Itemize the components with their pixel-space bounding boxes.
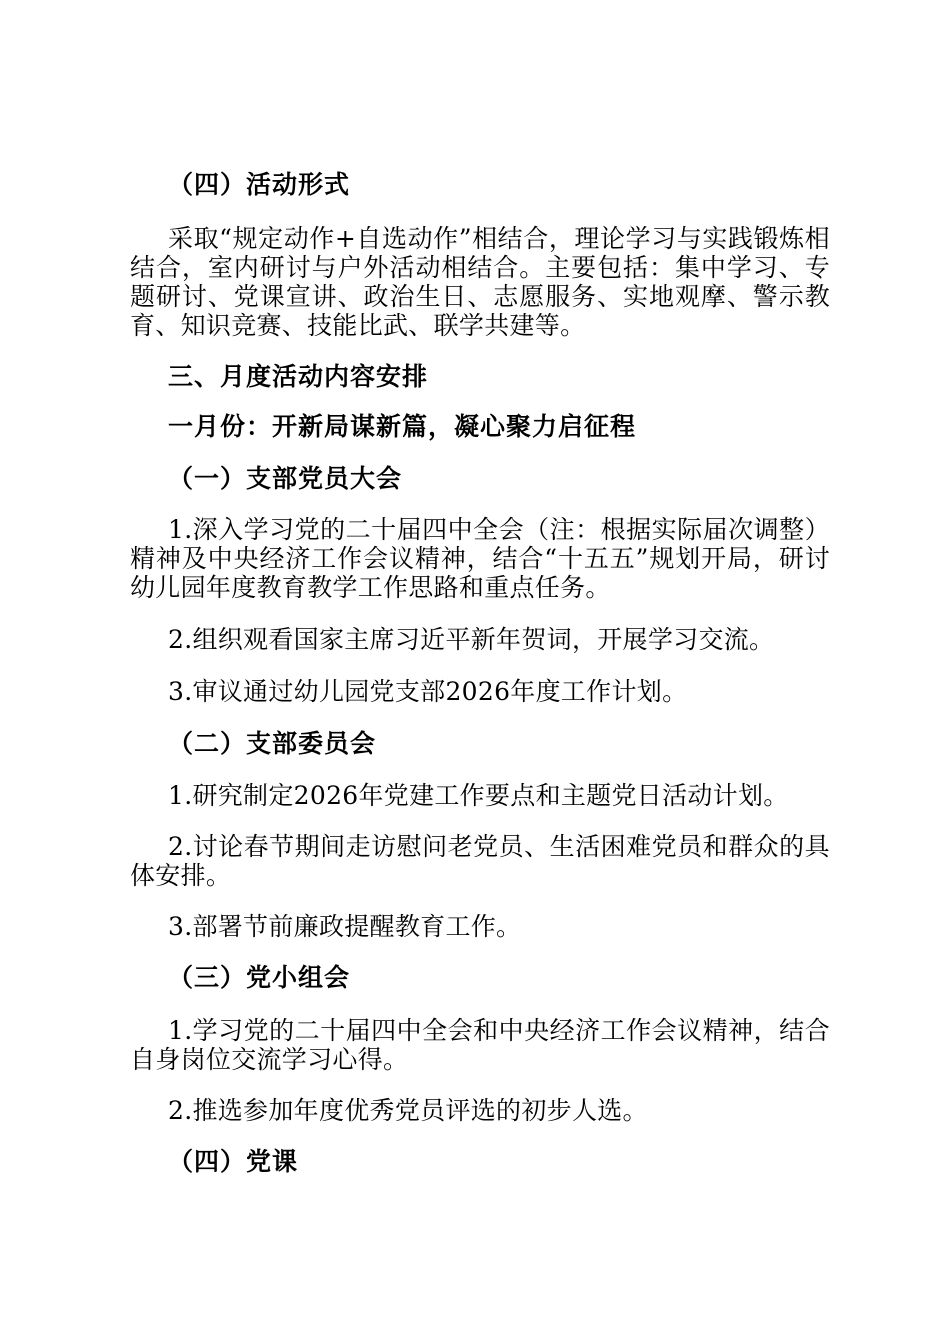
list-item-branch-committee-2: 2.讨论春节期间走访慰问老党员、生活困难党员和群众的具体安排。	[130, 832, 830, 890]
list-item-party-group-2: 2.推选参加年度优秀党员评选的初步人选。	[168, 1096, 648, 1125]
subsection-heading-party-member-meeting: （一）支部党员大会	[168, 464, 403, 493]
list-item-member-meeting-3: 3.审议通过幼儿园党支部2026年度工作计划。	[168, 677, 688, 706]
subsection-heading-party-lecture: （四）党课	[168, 1147, 299, 1176]
section-heading-activity-form: （四）活动形式	[168, 170, 351, 199]
list-item-branch-committee-1: 1.研究制定2026年党建工作要点和主题党日活动计划。	[168, 781, 789, 810]
list-item-member-meeting-2: 2.组织观看国家主席习近平新年贺词，开展学习交流。	[168, 625, 775, 654]
list-item-party-group-1: 1.学习党的二十届四中全会和中央经济工作会议精神，结合自身岗位交流学习心得。	[130, 1016, 830, 1074]
list-item-branch-committee-3: 3.部署节前廉政提醒教育工作。	[168, 912, 522, 941]
subsection-heading-branch-committee: （二）支部委员会	[168, 729, 377, 758]
month-heading-january: 一月份：开新局谋新篇，凝心聚力启征程	[168, 412, 637, 441]
part-heading-monthly-schedule: 三、月度活动内容安排	[168, 362, 429, 391]
subsection-heading-party-group-meeting: （三）党小组会	[168, 963, 351, 992]
paragraph-activity-form: 采取“规定动作+自选动作”相结合，理论学习与实践锻炼相结合，室内研讨与户外活动相结合。主要包括：集中学习、专题研讨、党课宣讲、政治生日、志愿服务、实地观摩、警示教育、知识竞赛、技能比武、联学共建等。	[130, 224, 830, 340]
list-item-member-meeting-1: 1.深入学习党的二十届四中全会（注：根据实际届次调整）精神及中央经济工作会议精神，结合“十五五”规划开局，研讨幼儿园年度教育教学工作思路和重点任务。	[130, 515, 830, 602]
